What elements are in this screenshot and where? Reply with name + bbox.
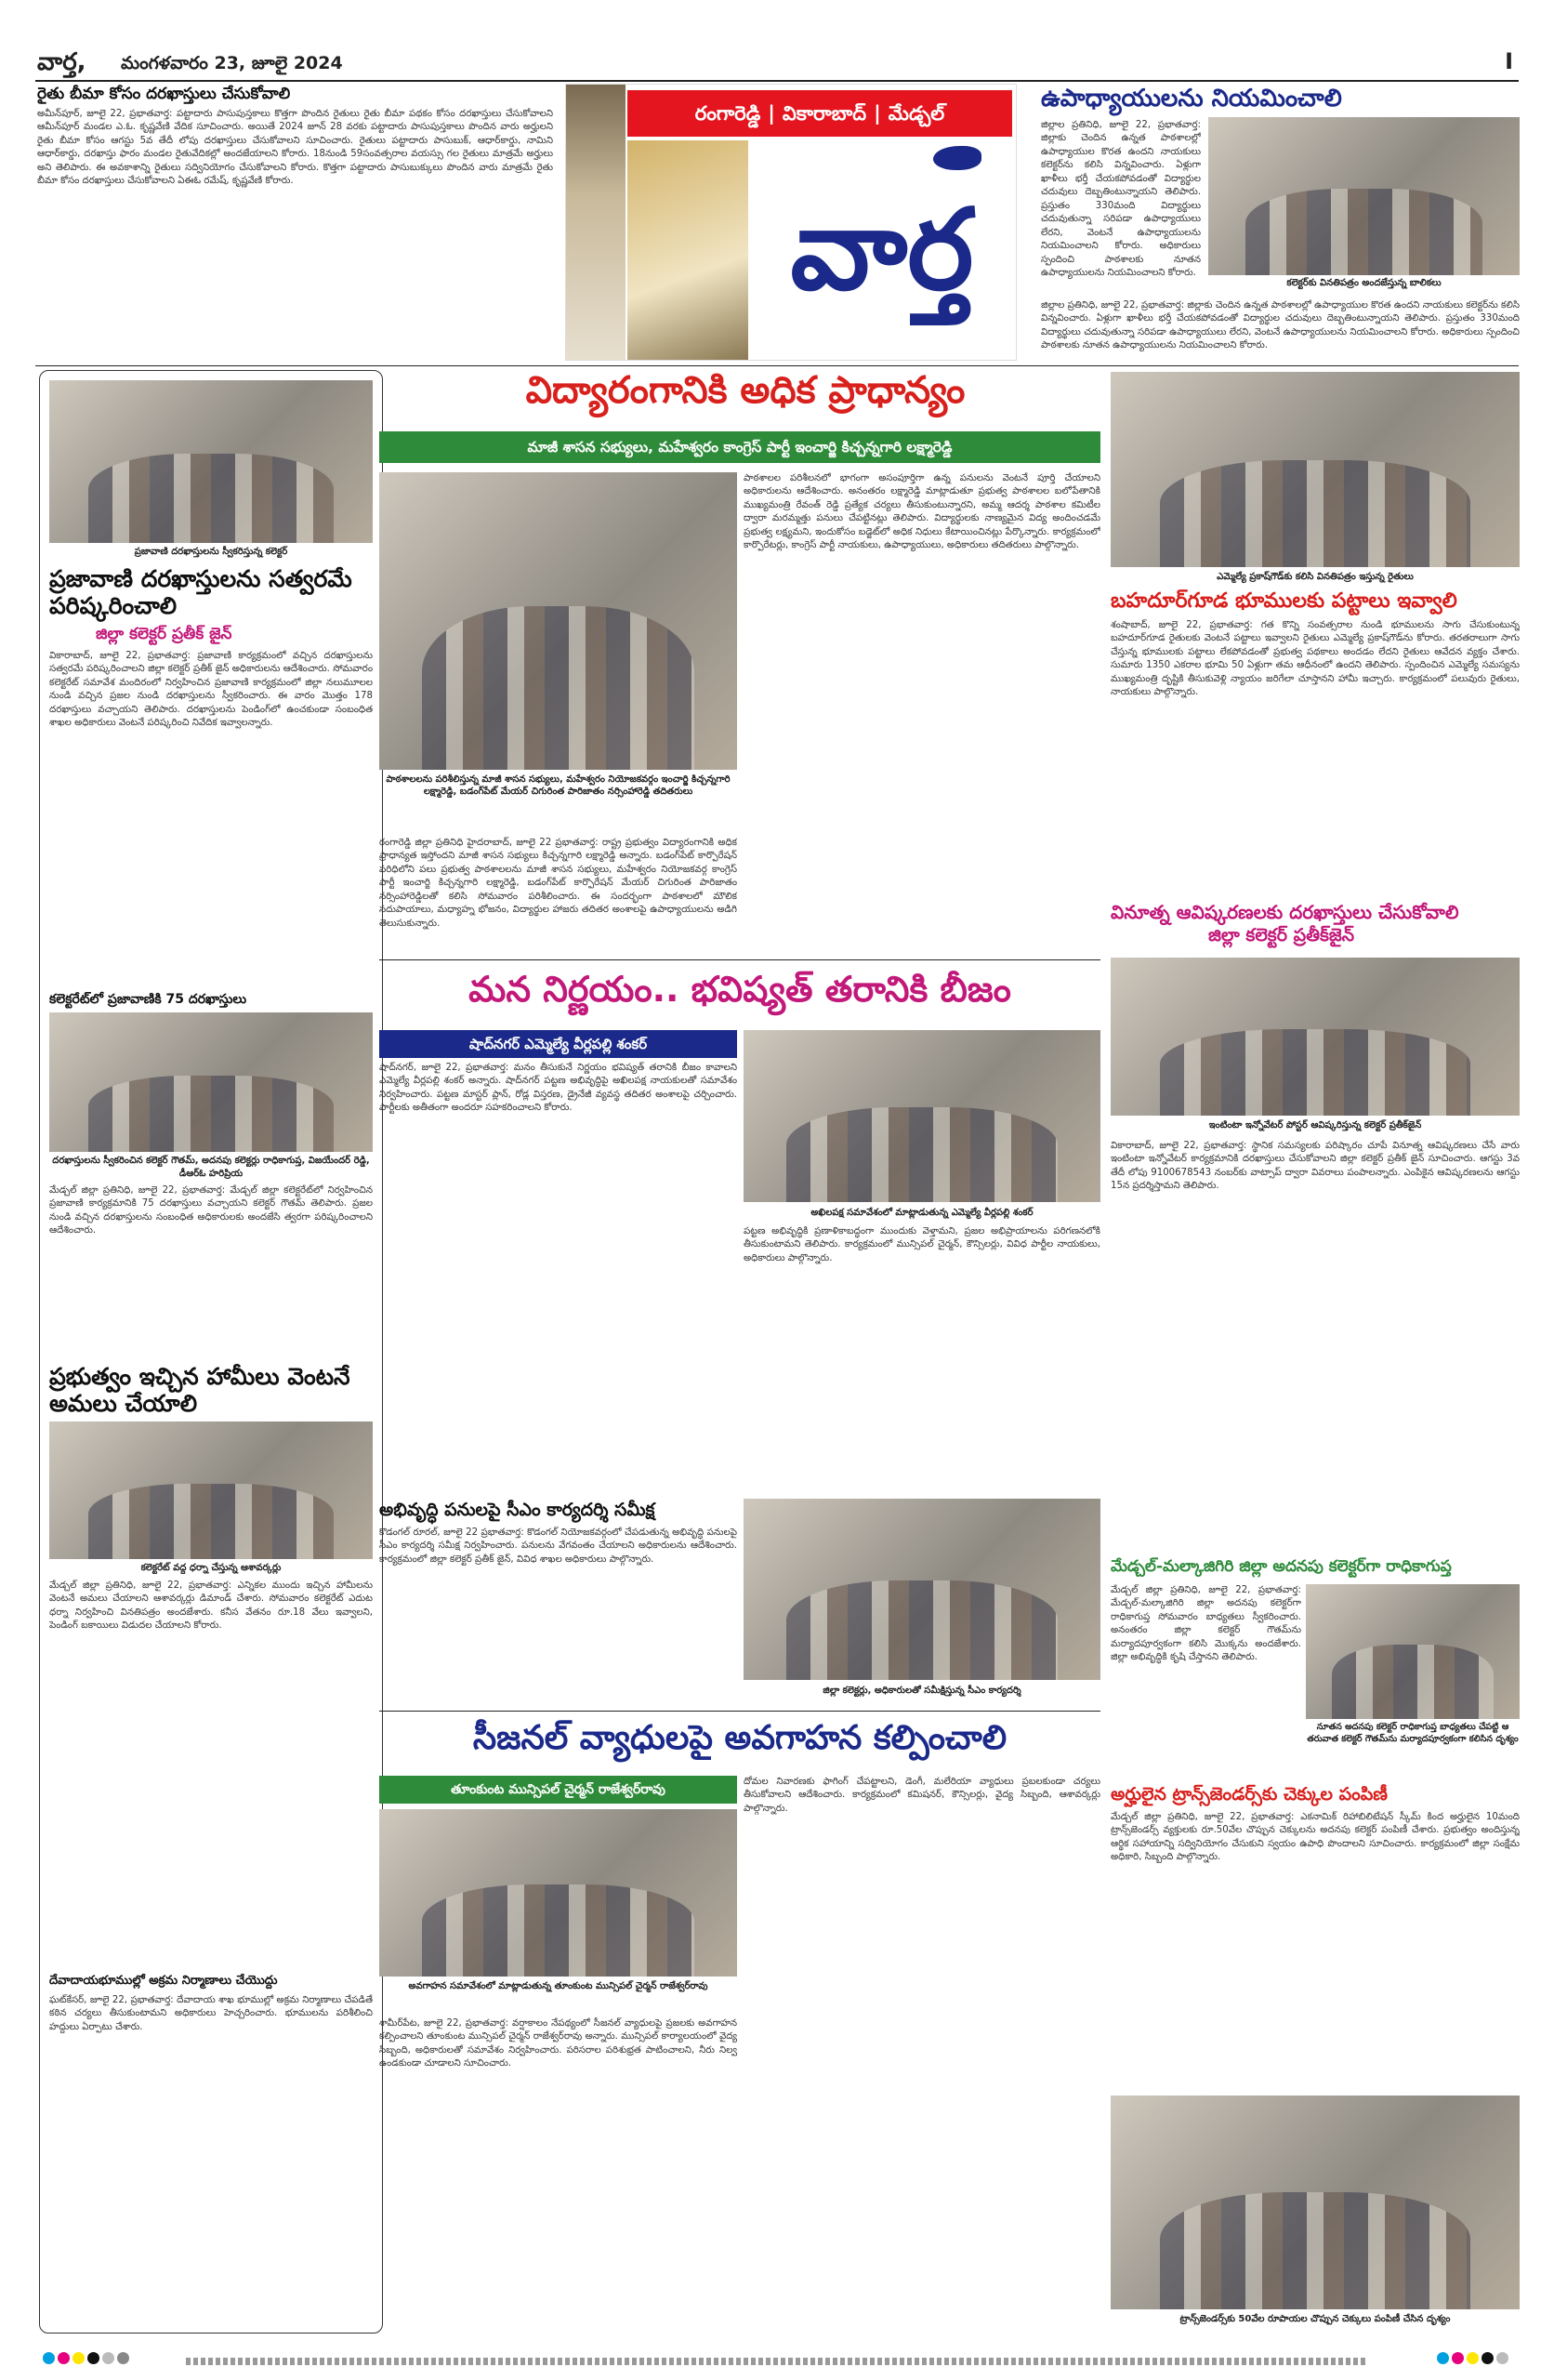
page-number: I [1505, 48, 1513, 74]
decision-headline: మన నిర్ణయం.. భవిష్యత్ తరానికి బీజం [468, 969, 1011, 1010]
innovation-caption: ఇంటింటా ఇన్నోవేటర్ పోస్టర్ ఆవిష్కరిస్తున్న కలెక్టర్ ప్రతీక్‌జైన్ [1208, 1120, 1422, 1130]
seasonal-body-1: శామీర్‌పేట, జూలై 22, ప్రభాతవార్త: వర్షాకాలం నేపథ్యంలో సీజనల్ వ్యాధులపై ప్రజలకు అవగాహన కల్పించాలని తూంకుంట మున్సిపల్ చైర్మన్ రాజేశ్వర్‌రావు అన్నారు. మున్సిపల్ కార్యాలయంలో వైద్య సిబ్బంది, అధికారులతో సమావేశం నిర్వహించారు. పరిసరాల పరిశుభ్రత పాటించాలని, నీరు నిల్వ ఉండకుండా చూడాలని సూచించారు. [379, 2018, 737, 2069]
prajavani-body: వికారాబాద్, జూలై 22, ప్రభాతవార్త: ప్రజావాణి కార్యక్రమంలో వచ్చిన దరఖాస్తులను సత్వరమే పరిష్కరించాలని జిల్లా కలెక్టర్ ప్రతీక్ జైన్ అధికారులను ఆదేశించారు. సోమవారం కలెక్టరేట్ సమావేశ మందిరంలో నిర్వహించిన ప్రజావాణి కార్యక్రమంలో జిల్లా నలుమూలల నుండి వచ్చిన ప్రజల నుండి దరఖాస్తులను స్వీకరించారు. ఈ వారం మొత్తం 178 దరఖాస్తులు వచ్చాయని తెలిపారు. దరఖాస్తులను పెండింగ్‌లో ఉంచకుండా సంబంధిత శాఖల అధికారులు వెంటనే పరిష్కరించి నివేదిక ఇవ్వాలన్నారు. [49, 651, 373, 729]
innovation-headline: వినూత్న ఆవిష్కరణలకు దరఖాస్తులు చేసుకోవాలి [1111, 901, 1459, 923]
rythu-bima-headline: రైతు బీమా కోసం దరఖాస్తులు చేసుకోవాలి [37, 85, 291, 103]
decision-body-2: పట్టణ అభివృద్ధికి ప్రణాళికాబద్ధంగా ముందుకు వెళ్తామని, ప్రజల అభిప్రాయాలను పరిగణనలోకి తీసుకుంటామని తెలిపారు. కార్యక్రమంలో మున్సిపల్ చైర్మన్, కౌన్సిలర్లు, వివిధ పార్టీల నాయకులు, అధికారులు పాల్గొన్నారు. [744, 1226, 1100, 1263]
teachers-body-cont: జిల్లాల ప్రతినిధి, జూలై 22, ప్రభాతవార్త: జిల్లాకు చెందిన ఉన్నత పాఠశాలల్లో ఉపాధ్యాయుల కొరత ఉందని నాయకులు కలెక్టర్‌ను కలిసి విన్నవించారు. ఏళ్లుగా ఖాళీలు భర్తీ చేయకపోవడంతో విద్యార్థుల చదువులు దెబ్బతింటున్నాయని తెలిపారు. ప్రస్తుతం 330మంది విద్యార్థులు చదువుతున్నా సరిపడా ఉపాధ్యాయులు లేరని, వెంటనే ఉపాధ్యాయులను నియమించాలని కోరారు. అధికారులు స్పందించి పాఠశాలకు నూతన ఉపాధ్యాయులను నియమించాలని కోరారు. [1041, 300, 1520, 351]
education-photo [379, 472, 737, 770]
seasonal-photo [379, 1809, 737, 1977]
addl-collector-body: మేడ్చల్ జిల్లా ప్రతినిధి, జూలై 22, ప్రభాతవార్త: మేడ్చల్-మల్కాజిగిరి జిల్లా అదనపు కలెక్టర్‌గా రాధికాగుప్త సోమవారం బాధ్యతలు స్వీకరించారు. అనంతరం జిల్లా కలెక్టర్ గౌతమ్‌ను మర్యాదపూర్వకంగా కలిసి మొక్కను అందజేశారు. జిల్లా అభివృద్ధికి కృషి చేస్తానని తెలిపారు. [1111, 1585, 1301, 1663]
decision-subtitle: షాద్‌నగర్ ఎమ్మెల్యే వీర్లపల్లి శంకర్ [379, 1030, 737, 1058]
seasonal-headline: సీజనల్ వ్యాధులపై అవగాహన కల్పించాలి [472, 1719, 1007, 1757]
seasonal-subtitle: తూంకుంట మున్సిపల్ చైర్మన్ రాజేశ్వర్‌రావు [379, 1776, 737, 1804]
transgender-headline: అర్హులైన ట్రాన్స్‌జెండర్స్‌కు చెక్కుల పంపిణీ [1111, 1784, 1388, 1805]
prajavani-subhead: జిల్లా కలెక్టర్ ప్రతీక్ జైన్ [96, 625, 232, 643]
bahadurguda-headline: బహదూర్‌గూడ భూములకు పట్టాలు ఇవ్వాలి [1111, 589, 1457, 613]
collectorate-caption: దరఖాస్తులను స్వీకరించిన కలెక్టర్ గౌతమ్, అదనపు కలెక్టర్లు రాధికాగుప్త, విజయేందర్ రెడ్డి, డీఆర్‌ఓ హరిప్రియ [52, 1156, 370, 1179]
bird-icon [933, 146, 981, 170]
transgender-caption: ట్రాన్స్‌జెండర్స్‌కు 50వేల రూపాయల చొప్పున చెక్కులు పంపిణీ చేసిన దృశ్యం [1179, 2314, 1451, 2324]
color-registration-right [1437, 2352, 1511, 2369]
transgender-body: మేడ్చల్ జిల్లా ప్రతినిధి, జూలై 22, ప్రభాతవార్త: ఎకనామిక్ రిహాబిలిటేషన్ స్కీమ్ కింద అర్హులైన 10మంది ట్రాన్స్‌జెండర్స్ వ్యక్తులకు రూ.50వేల చొప్పున చెక్కులను అదనపు కలెక్టర్ పంపిణీ చేశారు. ప్రభుత్వం అందిస్తున్న ఆర్థిక సహాయాన్ని సద్వినియోగం చేసుకుని స్వయం ఉపాధి పొందాలని సూచించారు. కార్యక్రమంలో జిల్లా సంక్షేమ అధికారి, సిబ్బంది పాల్గొన్నారు. [1111, 1812, 1520, 1863]
collectorate-photo [49, 1012, 373, 1152]
rythu-bima-body: అమీన్‌పూర్, జూలై 22, ప్రభాతవార్త: పట్టాదారు పాసుపుస్తకాలు కొత్తగా పొందిన రైతులు రైతు బీమా పథకం కోసం దరఖాస్తులు చేసుకోవాలని ఆమీన్‌పూర్ మండల ఎ.ఓ. కృష్ణవేణి వేదిక సూచించారు. అయితే 2024 జూన్ 28 వరకు పట్టాదారు పాసుపుస్తకాలు పొందిన వారు అర్హులని రైతు బీమా కోసం ఆగస్టు 5వ తేదీ లోపు దరఖాస్తులు చేసుకోవాలని సూచించారు. రైతులు పట్టాదారు పాసుబుక్, ఆధార్‌కార్డు, నామిని ఆధార్‌కార్డు, దరఖాస్తు ఫారం మండల రైతువేదికల్లో అందజేయాలని కోరారు. 18నుండి 59సంవత్సరాల వయస్సు గల రైతులు మాత్రమే అర్హులు అని తెలిపారు. ఈ అవకాశాన్ని రైతులు సద్వినియోగం చేసుకోవాలని కోరారు. కొత్తగా పట్టాదారు పాసుబుక్కులు పొందిన వారు మాత్రమే రైతు బీమా కోసం దరఖాస్తులు చేసుకోవాలని ఏఈఓ రమేష్, కృష్ణవేణి కోరారు. [37, 109, 553, 187]
cm-review-body: కొడంగల్ రూరల్, జూలై 22 ప్రభాతవార్త: కొడంగల్ నియోజకవర్గంలో చేపడుతున్న అభివృద్ధి పనులపై సీఎం కార్యదర్శి సమీక్ష నిర్వహించారు. పనులను వేగవంతం చేయాలని అధికారులను ఆదేశించారు. కార్యక్రమంలో జిల్లా కలెక్టర్ ప్రతీక్ జైన్, వివిధ శాఖల అధికారులు పాల్గొన్నారు. [379, 1527, 737, 1565]
addl-collector-caption: నూతన అదనపు కలెక్టర్ రాధికాగుప్త బాధ్యతలు చేపట్టి ఆ తరువాత కలెక్టర్ గౌతమ్‌ను మర్యాదపూర్వకంగా కలిసిన దృశ్యం [1307, 1722, 1519, 1744]
prajavani-photo [49, 380, 373, 543]
promises-headline: ప్రభుత్వం ఇచ్చిన హామీలు వెంటనే అమలు చేయాలి [49, 1363, 350, 1417]
endowment-body: ఘట్‌కేసర్, జూలై 22, ప్రభాతవార్త: దేవాదాయ శాఖ భూముల్లో అక్రమ నిర్మాణాలు చేపడితే కఠిన చర్యలు తీసుకుంటామని అధికారులు హెచ్చరించారు. భూములను పరిశీలించి హద్దులు ఏర్పాటు చేశారు. [49, 1995, 373, 2032]
education-subtitle: మాజీ శాసన సభ్యులు, మహేశ్వరం కాంగ్రెస్ పార్టీ ఇంచార్జి కిచ్చన్నగారి లక్ష్మారెడ్డి [379, 431, 1100, 463]
district-rangareddy: రంగారెడ్డి [694, 101, 761, 125]
prajavani-75-headline: కలెక్టరేట్‌లో ప్రజావాణికి 75 దరఖాస్తులు [49, 992, 247, 1007]
temple-icon [566, 85, 626, 360]
innovation-photo [1111, 958, 1520, 1116]
prajavani-headline: ప్రజావాణి దరఖాస్తులను సత్వరమే పరిష్కరించాలి [49, 565, 352, 619]
district-vikarabad: వికారాబాద్ [782, 101, 867, 125]
color-registration-left [43, 2352, 132, 2369]
footer-bar [186, 2358, 1366, 2365]
addl-collector-photo [1306, 1584, 1520, 1719]
meeting-caption: అఖిలపక్ష సమావేశంలో మాట్లాడుతున్న ఎమ్మెల్యే వీర్లపల్లి శంకర్ [810, 1208, 1034, 1218]
seasonal-body-2: దోమల నివారణకు ఫాగింగ్ చేపట్టాలని, డెంగీ, మలేరియా వ్యాధులు ప్రబలకుండా చర్యలు తీసుకోవాలని ఆదేశించారు. కార్యక్రమంలో కమిషనర్, కౌన్సిలర్లు, వైద్య సిబ్బంది, ఆశావర్కర్లు పాల్గొన్నారు. [744, 1777, 1100, 1814]
promises-body: మేడ్చల్ జిల్లా ప్రతినిధి, జూలై 22, ప్రభాతవార్త: ఎన్నికల ముందు ఇచ్చిన హామీలను వెంటనే అమలు చేయాలని ఆశావర్కర్లు డిమాండ్ చేశారు. సోమవారం కలెక్టరేట్ ఎదుట ధర్నా నిర్వహించి వినతిపత్రం అందజేశారు. కనీస వేతనం రూ.18 వేలు ఇవ్వాలని, పెండింగ్ బకాయిలు విడుదల చేయాలని కోరారు. [49, 1580, 373, 1632]
prajavani-photo-caption: ప్రజావాణి దరఖాస్తులను స్వీకరిస్తున్న కలెక్టర్ [134, 547, 288, 557]
brand-logo: వార్త [790, 184, 974, 315]
review-photo [744, 1499, 1100, 1680]
meeting-photo [744, 1030, 1100, 1202]
education-body-2: పాఠశాలల పరిశీలనలో భాగంగా అసంపూర్తిగా ఉన్న పనులను వెంటనే పూర్తి చేయాలని అధికారులను ఆదేశించారు. అనంతరం లక్ష్మారెడ్డి మాట్లాడుతూ ప్రభుత్వ పాఠశాలల బలోపేతానికి ముఖ్యమంత్రి రేవంత్ రెడ్డి ప్రత్యేక చర్యలు తీసుకుంటున్నారని, అమ్మ ఆదర్శ పాఠశాల కమిటీల ద్వారా మరమ్మత్తు పనులు చేపట్టినట్లు తెలిపారు. విద్యార్థులకు నాణ్యమైన విద్య అందించడమే ప్రభుత్వ లక్ష్యమని, ఇందుకోసం బడ్జెట్‌లో అధిక నిధులు కేటాయించినట్లు పేర్కొన్నారు. కార్యక్రమంలో కార్పొరేటర్లు, కాంగ్రెస్ పార్టీ నాయకులు, ఉపాధ్యాయులు, అధికారులు తదితరులు పాల్గొన్నారు. [744, 473, 1100, 551]
teachers-headline: ఉపాధ్యాయులను నియమించాలి [1041, 85, 1342, 112]
education-headline: విద్యారంగానికి అధిక ప్రాధాన్యం [525, 369, 966, 412]
decision-body-1: షాద్‌నగర్, జూలై 22, ప్రభాతవార్త: మనం తీసుకునే నిర్ణయం భవిష్యత్ తరానికి బీజం కావాలని ఎమ్మెల్యే వీర్లపల్లి శంకర్ అన్నారు. షాద్‌నగర్ పట్టణ అభివృద్ధిపై అఖిలపక్ష నాయకులతో సమావేశం నిర్వహించారు. పట్టణ మాస్టర్ ప్లాన్, రోడ్ల విస్తరణ, డ్రైనేజీ వ్యవస్థ తదితర అంశాలపై చర్చించారు. పార్టీలకు అతీతంగా అందరూ సహకరించాలని కోరారు. [379, 1063, 737, 1114]
teachers-photo [1208, 117, 1520, 275]
paper-name: వార్త, [37, 48, 86, 76]
dharna-photo [49, 1421, 373, 1559]
endowment-headline: దేవాదాయభూముల్లో అక్రమ నిర్మాణాలు చేయొద్దు [49, 1974, 278, 1988]
teachers-body: జిల్లాల ప్రతినిధి, జూలై 22, ప్రభాతవార్త: జిల్లాకు చెందిన ఉన్నత పాఠశాలల్లో ఉపాధ్యాయుల కొరత ఉందని నాయకులు కలెక్టర్‌ను కలిసి విన్నవించారు. ఏళ్లుగా ఖాళీలు భర్తీ చేయకపోవడంతో విద్యార్థుల చదువులు దెబ్బతింటున్నాయని తెలిపారు. ప్రస్తుతం 330మంది విద్యార్థులు చదువుతున్నా సరిపడా ఉపాధ్యాయులు లేరని, వెంటనే ఉపాధ్యాయులను నియమించాలని కోరారు. అధికారులు స్పందించి పాఠశాలకు నూతన ఉపాధ్యాయులను నియమించాలని కోరారు. [1041, 120, 1201, 279]
farmers-caption: ఎమ్మెల్యే ప్రకాష్‌గౌడ్‌కు కలిసి వినతిపత్రం ఇస్తున్న రైతులు [1217, 572, 1414, 582]
prajavani-75-body: మేడ్చల్ జిల్లా ప్రతినిధి, జూలై 22, ప్రభాతవార్త: మేడ్చల్ జిల్లా కలెక్టరేట్‌లో నిర్వహించిన ప్రజావాణి కార్యక్రమానికి 75 దరఖాస్తులు వచ్చాయని కలెక్టర్ గౌతమ్ తెలిపారు. ప్రజల నుండి వచ్చిన దరఖాస్తులను సంబంధిత అధికారులకు అందజేసి త్వరగా పరిష్కరించాలని ఆదేశించారు. [49, 1185, 373, 1236]
teachers-caption: కలెక్టర్‌కు వినతిపత్రం అందజేస్తున్న బాలికలు [1286, 278, 1442, 288]
transgender-photo [1111, 2096, 1520, 2309]
bahadurguda-body: శంషాబాద్, జూలై 22, ప్రభాతవార్త: గత కొన్ని సంవత్సరాల నుండి భూములను సాగు చేసుకుంటున్న బహదూర్‌గూడ రైతులకు వెంటనే పట్టాలు ఇవ్వాలని రైతులు ఎమ్మెల్యే ప్రకాష్‌గౌడ్‌ను కోరారు. తరతరాలుగా సాగు చేస్తున్న భూములకు పట్టాలు లేకపోవడంతో ప్రభుత్వ పథకాలు అందడం లేదని రైతులు ఆవేదన వ్యక్తం చేశారు. సుమారు 1350 ఎకరాల భూమి 50 ఏళ్లుగా తమ ఆధీనంలో ఉందని తెలిపారు. స్పందించిన ఎమ్మెల్యే సమస్యను ముఖ్యమంత్రి దృష్టికి తీసుకువెళ్లి న్యాయం జరిగేలా చూస్తానని హామీ ఇచ్చారు. కార్యక్రమంలో పలువురు రైతులు, నాయకులు పాల్గొన్నారు. [1111, 620, 1520, 698]
education-body-1: రంగారెడ్డి జిల్లా ప్రతినిధి హైదరాబాద్, జూలై 22 ప్రభాతవార్త: రాష్ట్ర ప్రభుత్వం విద్యారంగానికి అధిక ప్రాధాన్యత ఇస్తోందని మాజీ శాసన సభ్యులు కిచ్చన్నగారి లక్ష్మారెడ్డి అన్నారు. బడంగ్‌పేట్ కార్పొరేషన్ పరిధిలోని పలు ప్రభుత్వ పాఠశాలలను మాజీ శాసన సభ్యులు, మహేశ్వరం నియోజకవర్గ కాంగ్రెస్ పార్టీ ఇంచార్జి కిచ్చన్నగారి లక్ష్మారెడ్డి, బడంగ్‌పేట్ కార్పొరేషన్ మేయర్ చిగురింత పారిజాతం నర్సింహారెడ్డిలతో కలిసి సోమవారం పరిశీలించారు. ఈ సందర్భంగా పాఠశాలలో మౌలిక సదుపాయాలు, మధ్యాహ్న భోజనం, విద్యార్థుల హాజరు తదితర అంశాలపై ఉపాధ్యాయులను అడిగి తెలుసుకున్నారు. [379, 838, 737, 929]
seasonal-caption: అవగాహన సమావేశంలో మాట్లాడుతున్న తూంకుంట మున్సిపల్ చైర్మన్ రాజేశ్వర్‌రావు [408, 1981, 708, 1991]
education-caption: పాఠశాలలను పరిశీలిస్తున్న మాజీ శాసన సభ్యులు, మహేశ్వరం నియోజకవర్గం ఇంచార్జి కిచ్చన్నగారి లక్ష్మారెడ్డి, బడంగ్‌పేట్ మేయర్ చిగురింత పారిజాతం నర్సింహారెడ్డి తదితరులు [386, 774, 731, 797]
addl-collector-headline: మేడ్చల్-మల్కాజిగిరి జిల్లా అదనపు కలెక్టర్‌గా రాధికాగుప్త [1111, 1557, 1452, 1576]
dharna-caption: కలెక్టరేట్ వద్ద ధర్నా చేస్తున్న ఆశావర్కర్లు [140, 1563, 282, 1573]
farmers-photo [1111, 372, 1520, 567]
innovation-body: వికారాబాద్, జూలై 22, ప్రభాతవార్త: స్థానిక సమస్యలకు పరిష్కారం చూపే వినూత్న ఆవిష్కరణలు చేసే వారు ఇంటింటా ఇన్నోవేటర్ కార్యక్రమానికి దరఖాస్తులు చేసుకోవాలని జిల్లా కలెక్టర్ ప్రతీక్ జైన్ సూచించారు. ఆగస్టు 3వ తేదీ లోపు 9100678543 నంబర్‌కు వాట్సాప్ ద్వారా వివరాలు పంపాలన్నారు. ఎంపికైన ఆవిష్కరణలను ఆగస్టు 15న ప్రదర్శిస్తామని తెలిపారు. [1111, 1141, 1520, 1192]
left-column-box [39, 370, 383, 2334]
innovation-subhead: జిల్లా కలెక్టర్ ప్రతీక్‌జైన్ [1208, 925, 1355, 945]
issue-date: మంగళవారం 23, జూలై 2024 [121, 53, 343, 73]
statue-icon [627, 140, 748, 360]
review-caption: జిల్లా కలెక్టర్లు, అధికారులతో సమీక్షిస్తున్న సీఎం కార్యదర్శి [823, 1686, 1021, 1696]
masthead-rule [35, 80, 1519, 82]
district-medchal: మేడ్చల్ [888, 101, 945, 125]
district-band: రంగారెడ్డి | వికారాబాద్ | మేడ్చల్ [627, 90, 1012, 137]
cm-review-headline: అభివృద్ధి పనులపై సీఎం కార్యదర్శి సమీక్ష [379, 1500, 655, 1520]
brand-block [565, 84, 1017, 361]
